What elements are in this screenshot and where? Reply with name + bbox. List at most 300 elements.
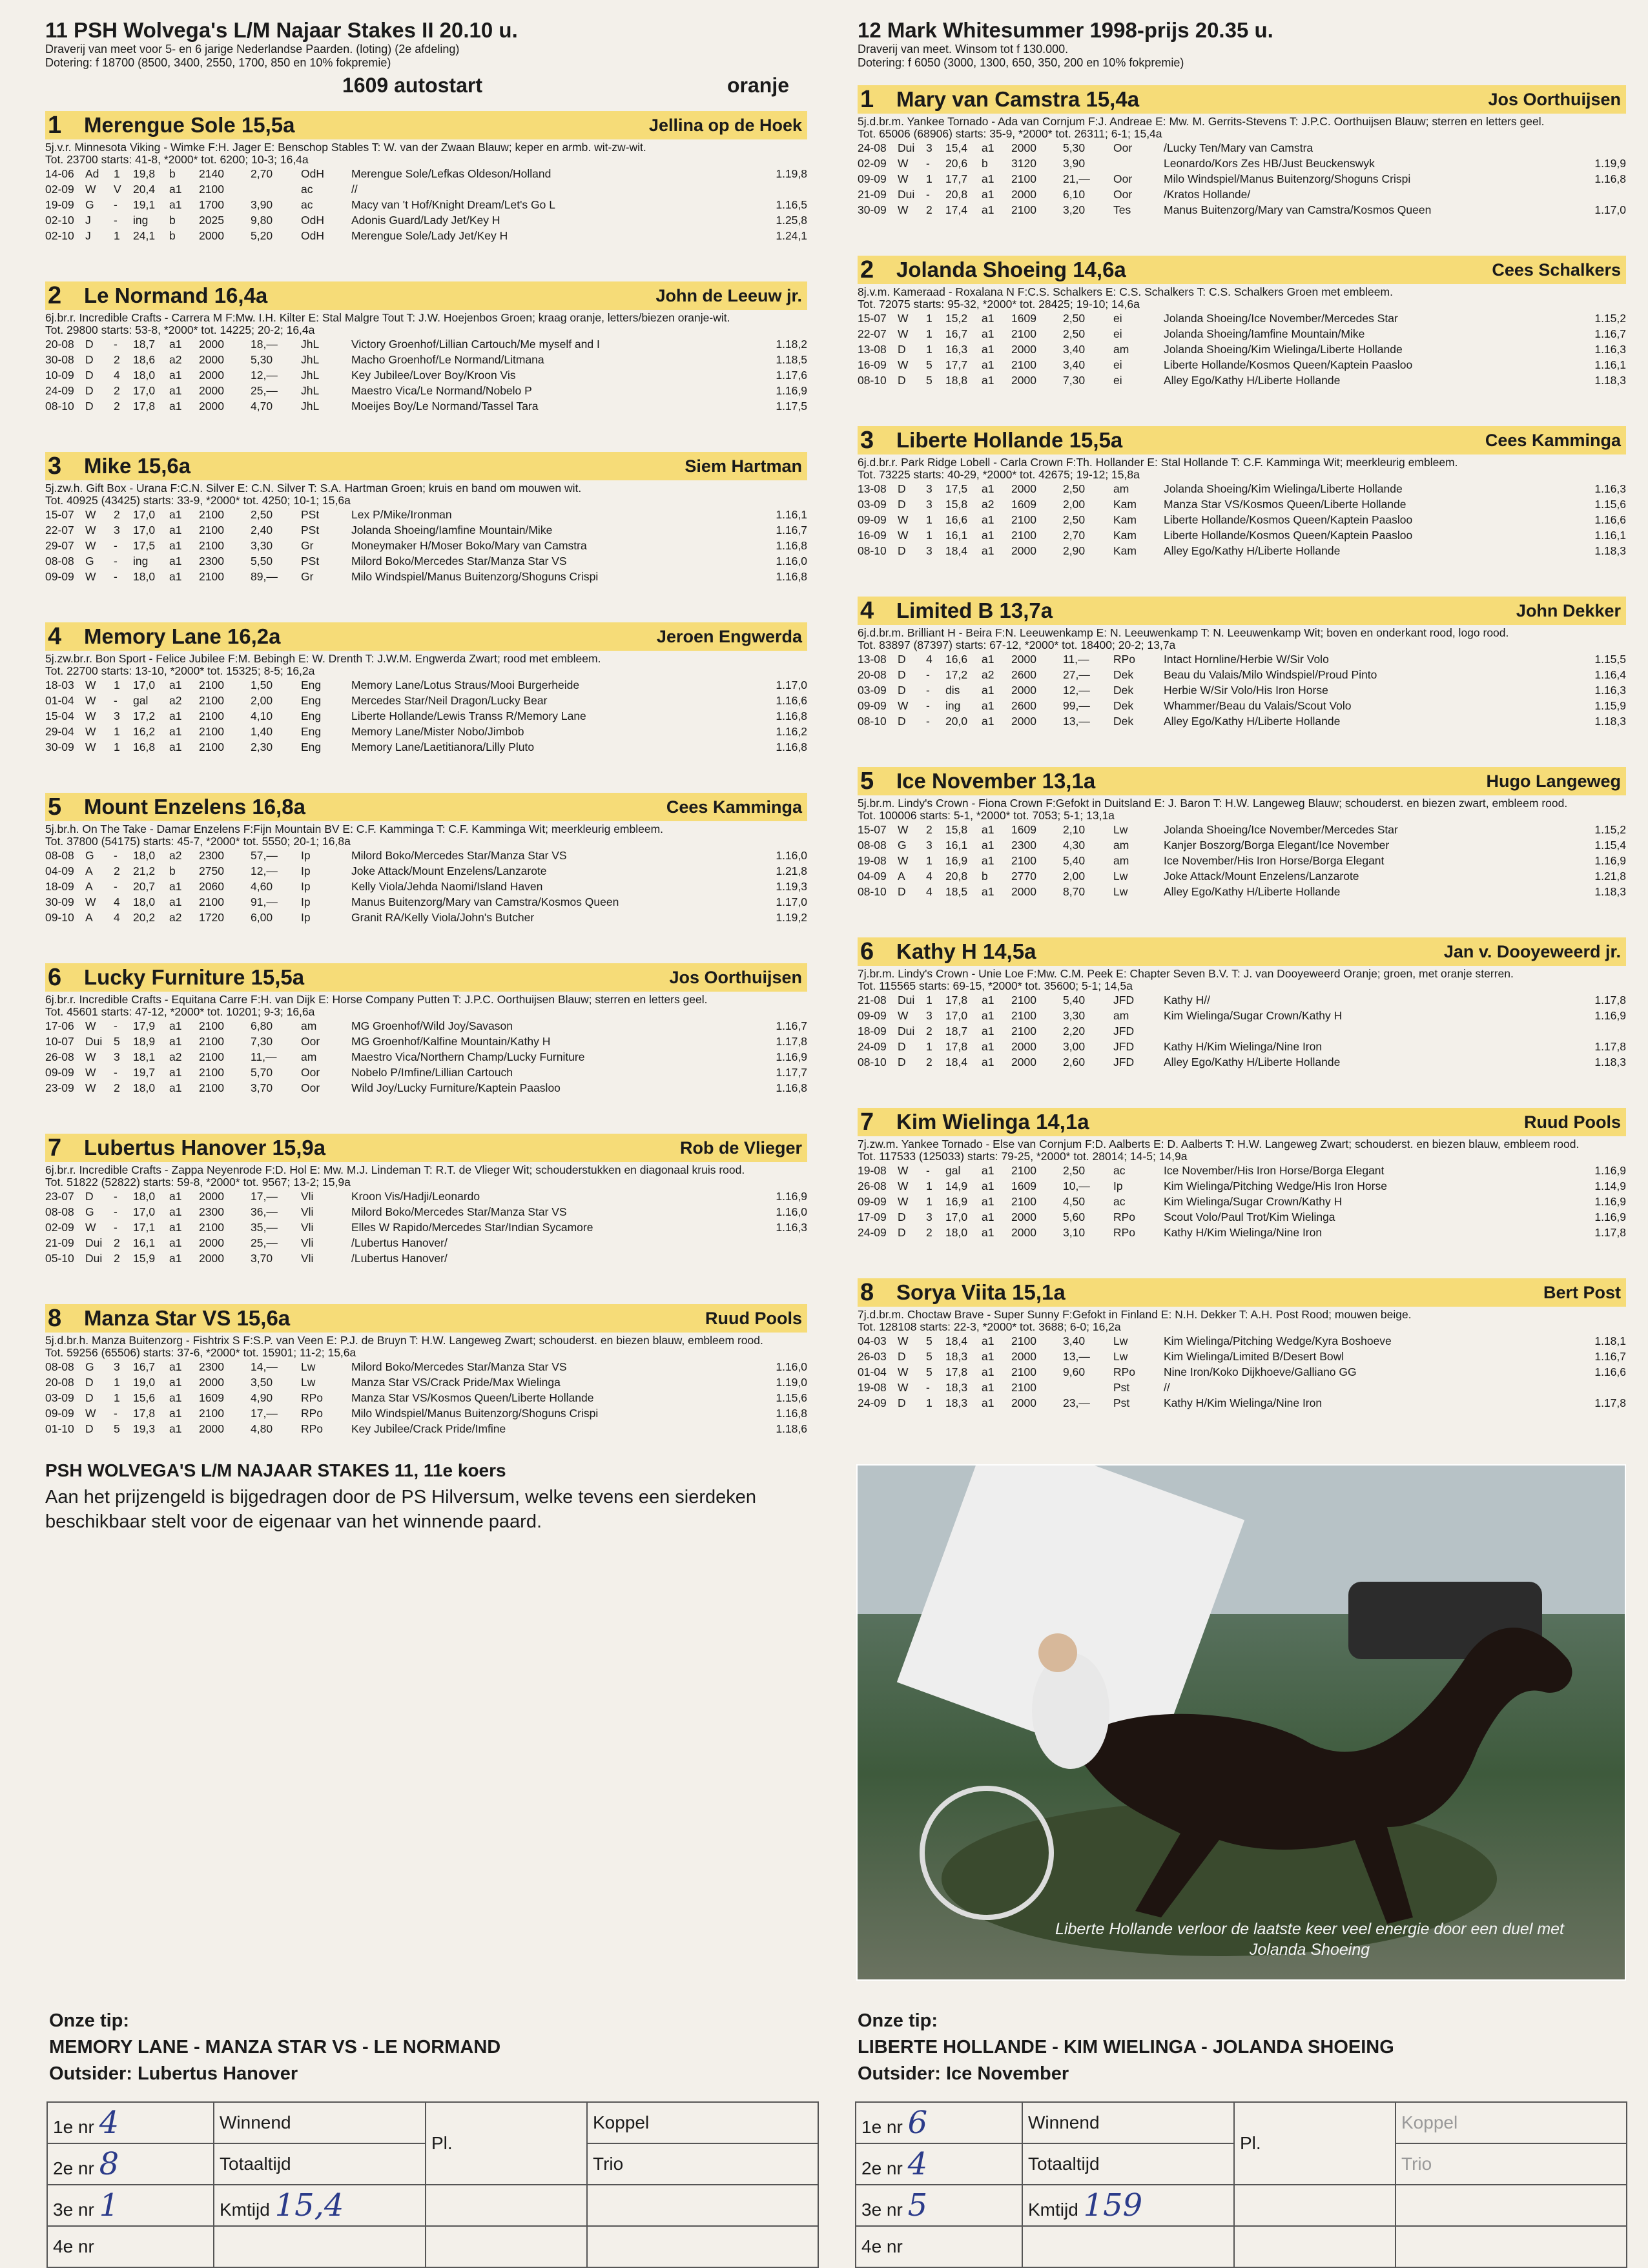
history-cell: 3,10 [1063,1226,1086,1239]
history-cell: 2100 [199,524,224,536]
race-history-row [45,1018,807,1034]
history-cell: Joke Attack/Mount Enzelens/Lanzarote [351,864,547,877]
race-history-row [45,522,807,538]
history-cell: a1 [982,1164,994,1177]
history-cell: D [898,544,906,557]
horse-name: Lubertus Hanover 15,9a [84,1136,326,1160]
history-cell: Dui [898,1025,915,1037]
race-history-row [45,693,807,708]
history-cell: 3 [926,482,932,495]
race-history-row [858,156,1626,171]
race-history-row [858,1023,1626,1039]
history-cell: 5 [114,1422,120,1435]
history-cell: D [898,343,906,356]
history-cell: RPo [301,1407,324,1420]
form-cell[interactable] [1234,2102,1396,2185]
horse-name: Manza Star VS 15,6a [84,1306,291,1330]
history-cell: Kathy H/Kim Wielinga/Nine Iron [1164,1396,1323,1409]
history-cell: 2300 [199,849,224,862]
history-cell: b [169,167,176,180]
history-cell: Liberte Hollande/Kosmos Queen/Kaptein Paasloo [1164,358,1413,371]
history-cell: 2,50 [1063,327,1086,340]
history-cell: 1.16,9 [776,384,807,397]
history-cell: 19-08 [858,1381,887,1394]
race-history-row [45,1189,807,1204]
history-cell: Jolanda Shoeing/Kim Wielinga/Liberte Hollande [1164,482,1403,495]
history-cell: RPo [1113,1211,1136,1223]
history-cell [1574,1023,1626,1039]
history-cell: 1.17,8 [776,1035,807,1048]
history-cell: 2100 [199,508,224,521]
history-cell: a1 [169,1360,182,1373]
history-cell: b [982,870,988,883]
race-history-row [45,1359,807,1374]
history-cell: 19,3 [133,1422,156,1435]
horse-totals: Tot. 40925 (43425) starts: 33-9, *2000* tot. 4250; 10-1; 15,6a [45,495,351,507]
form-cell[interactable] [47,2143,214,2185]
race-history-row [45,166,807,181]
history-cell: Kathy H/Kim Wielinga/Nine Iron [1164,1040,1323,1053]
history-cell: am [301,1050,317,1063]
form-cell[interactable] [1396,2226,1627,2267]
form-cell[interactable] [47,2226,214,2267]
form-cell[interactable] [214,2102,426,2143]
race-history-row [858,651,1626,667]
history-cell: 1.16,7 [1594,327,1626,340]
form-cell[interactable] [214,2143,426,2185]
history-cell: a1 [169,1236,182,1249]
horse-totals: Tot. 72075 starts: 95-32, *2000* tot. 28425; 19-10; 14,6a [858,298,1140,311]
history-cell: a2 [169,694,182,707]
history-cell: a1 [169,338,182,351]
horse-name: Kathy H 14,5a [896,939,1036,963]
horse-header [858,426,1626,455]
history-cell: W [898,203,909,216]
race-history-row [858,1349,1626,1364]
history-cell: W [898,854,909,867]
history-cell: Manza Star VS/Kosmos Queen/Liberte Hollande [1164,498,1406,511]
history-cell: Kam [1113,513,1137,526]
history-cell: ing [133,555,149,567]
form-cell[interactable] [587,2185,818,2226]
history-cell: 3 [926,141,932,154]
history-cell: 01-04 [858,1365,887,1378]
race-history-row [858,1364,1626,1380]
history-cell: 1.16,7 [776,524,807,536]
form-cell[interactable] [1022,2185,1234,2226]
horse-totals: Tot. 100006 starts: 5-1, *2000* tot. 7053; 5-1; 13,1a [858,810,1115,822]
history-cell: 2000 [199,1190,224,1203]
history-cell: Joke Attack/Mount Enzelens/Lanzarote [1164,870,1359,883]
race-history-row [858,202,1626,218]
horse-totals: Tot. 29800 starts: 53-8, *2000* tot. 14225; 20-2; 16,4a [45,324,315,336]
history-cell: 17,8 [945,1040,968,1053]
history-cell: W [85,741,96,753]
history-cell: 2140 [199,167,224,180]
history-cell: 3,40 [1063,343,1086,356]
history-cell: 1,40 [251,725,273,738]
form-cell[interactable] [214,2226,426,2267]
history-cell: b [169,864,176,877]
form-cell[interactable] [1234,2226,1396,2267]
form-cell[interactable] [856,2143,1022,2185]
history-cell: 2000 [1011,1211,1036,1223]
history-cell: b [169,214,176,227]
history-cell: 18,4 [945,544,968,557]
history-cell: 3 [926,498,932,511]
horse-entry [45,622,807,793]
form-cell[interactable] [1022,2143,1234,2185]
race-history-row [45,383,807,398]
history-cell: 2 [114,1252,120,1265]
history-cell: 20-08 [45,1376,74,1389]
history-cell: a1 [982,327,994,340]
history-cell: 1.16,8 [776,570,807,583]
history-cell: 2100 [1011,1365,1036,1378]
history-cell: - [114,1019,118,1032]
history-cell: 17,— [251,1190,278,1203]
history-cell: Liberte Hollande/Kosmos Queen/Kaptein Paasloo [1164,513,1413,526]
history-cell: 1 [926,343,932,356]
history-cell: 13-08 [858,653,887,666]
history-cell: 2,90 [1063,544,1086,557]
history-cell: 03-09 [858,498,887,511]
history-cell: Kam [1113,498,1137,511]
race-history [858,311,1626,388]
history-cell: gal [133,694,149,707]
history-cell: a1 [982,1350,994,1363]
history-cell: 1 [926,529,932,542]
history-cell: 3 [926,544,932,557]
history-cell: 1.24,1 [776,229,807,242]
race-history-row [858,667,1626,682]
form-cell[interactable] [1396,2185,1627,2226]
history-cell: 11,— [1063,653,1089,666]
history-cell: 19,0 [133,1376,156,1389]
history-cell: 5,60 [1063,1211,1086,1223]
history-cell: Nine Iron/Koko Dijkhoeve/Galliano GG [1164,1365,1357,1378]
horse-number: 3 [48,452,62,480]
history-cell: 25,— [251,384,278,397]
history-cell: 1.16,6 [1594,1365,1626,1378]
history-cell: 2,50 [1063,1164,1086,1177]
form-cell[interactable] [587,2143,818,2185]
history-cell: a1 [982,1180,994,1192]
history-cell: a1 [982,188,994,201]
history-cell: 1 [926,1180,932,1192]
history-cell: 5,50 [251,555,273,567]
history-cell: - [926,699,930,712]
horse-header [858,1278,1626,1307]
form-cell[interactable] [214,2185,426,2226]
history-cell: 1.16,8 [776,1081,807,1094]
history-cell: D [85,1422,94,1435]
horse-number: 6 [48,963,62,991]
history-cell: 1.16,9 [1594,1195,1626,1208]
history-cell: 15,9 [133,1252,156,1265]
history-cell: /Lubertus Hanover/ [351,1236,448,1249]
form-cell[interactable] [1022,2102,1234,2143]
history-cell: 17,1 [133,1221,156,1234]
history-cell: 2600 [1011,668,1036,681]
history-cell: 3,30 [251,539,273,552]
history-cell: - [114,570,118,583]
history-cell: 1.16,7 [1594,1350,1626,1363]
history-cell: 16,7 [133,1360,156,1373]
history-cell: 30-08 [45,353,74,366]
history-cell: 1.16,8 [776,1407,807,1420]
history-cell: Vli [301,1236,314,1249]
history-cell: 2100 [199,694,224,707]
history-cell: - [926,157,930,170]
history-cell: - [114,1221,118,1234]
horse-totals: Tot. 73225 starts: 40-29, *2000* tot. 42675; 19-12; 15,8a [858,469,1140,481]
history-cell: 3,70 [251,1252,273,1265]
form-cell[interactable] [1396,2143,1627,2185]
history-cell: 18,9 [133,1035,156,1048]
history-cell: a1 [982,1025,994,1037]
history-cell: 6,00 [251,911,273,924]
horse-header [858,767,1626,795]
history-cell: 3,50 [251,1376,273,1389]
race-photo [856,1464,1626,1981]
history-cell: G [85,1360,94,1373]
history-cell: 2 [926,823,932,836]
history-cell: 1 [114,167,120,180]
history-cell: 17,7 [945,358,968,371]
history-cell: 3,70 [251,1081,273,1094]
history-cell: 1.18,3 [1594,374,1626,387]
history-cell: 1.16,9 [1594,1009,1626,1022]
history-cell: 2100 [199,1066,224,1079]
history-cell: Dek [1113,699,1134,712]
race-history-row [858,1008,1626,1023]
history-cell: a1 [982,312,994,325]
history-cell: PSt [301,524,320,536]
history-cell: 17,5 [133,539,156,552]
race-history-row [45,1220,807,1235]
form-cell[interactable] [587,2102,818,2143]
history-cell: 08-08 [45,1205,74,1218]
history-cell: 1 [926,994,932,1006]
history-cell: W [898,172,909,185]
driver-name: John Dekker [1516,600,1621,620]
history-cell: 26-08 [858,1180,887,1192]
race-history-row [45,553,807,569]
history-cell: 20,2 [133,911,156,924]
history-cell: a1 [982,358,994,371]
horse-header [45,452,807,480]
history-cell: 7,30 [1063,374,1086,387]
horse-name: Mary van Camstra 15,4a [896,87,1140,111]
history-cell: 17,8 [133,400,156,413]
history-cell: 20,8 [945,870,968,883]
history-cell: 3 [114,1050,120,1063]
horse-name: Memory Lane 16,2a [84,624,281,648]
history-cell: Nobelo P/Imfine/Lillian Cartouch [351,1066,513,1079]
form-cell[interactable] [856,2226,1022,2267]
history-cell: 17,8 [133,1407,156,1420]
form-cell[interactable] [47,2185,214,2226]
handwritten-number: 4 [99,2105,119,2141]
history-cell: 15,2 [945,312,968,325]
history-cell: am [1113,1009,1129,1022]
race-history-row [858,326,1626,342]
history-cell: Jolanda Shoeing/Ice November/Mercedes Star [1164,823,1398,836]
history-cell: Ice November/His Iron Horse/Borga Elegant [1164,1164,1385,1177]
history-cell: a1 [169,741,182,753]
history-cell: Ip [301,880,311,893]
history-cell: 13-08 [858,482,887,495]
history-cell: 1.16,7 [776,1019,807,1032]
form-cell[interactable] [426,2102,587,2185]
history-cell: 2000 [199,229,224,242]
history-cell: a1 [982,1334,994,1347]
history-cell: ac [301,198,313,211]
history-cell: Eng [301,725,322,738]
history-cell [1574,140,1626,156]
history-cell: a1 [169,1081,182,1094]
horse-pedigree: 7j.br.m. Lindy's Crown - Unie Loe F:Mw. C.M. Peek E: Chapter Seven B.V. T: J. van Dooyeweerd Oranje; groen, met oranje sterren. [858,968,1514,980]
horse-header [45,111,807,139]
history-cell: 1.18,3 [1594,885,1626,898]
race-history-row [45,1390,807,1405]
form-label: Winnend [220,2112,291,2132]
tip-outsider: Outsider: Ice November [858,2063,1069,2084]
history-cell: 2,50 [1063,482,1086,495]
form-cell[interactable] [856,2185,1022,2226]
history-cell: 1.16,3 [1594,482,1626,495]
history-cell: 2770 [1011,870,1036,883]
driver-name: Jos Oorthuijsen [1488,89,1621,109]
form-cell[interactable] [47,2102,214,2143]
history-cell: 2100 [199,1050,224,1063]
history-cell: Lw [1113,870,1128,883]
form-cell[interactable] [587,2226,818,2267]
history-cell: Dek [1113,668,1134,681]
history-cell: 21-09 [45,1236,74,1249]
history-cell: A [85,864,93,877]
history-cell: a1 [169,895,182,908]
history-cell: Granit RA/Kelly Viola/John's Butcher [351,911,535,924]
history-cell: 02-09 [45,183,74,196]
history-cell: 2 [926,1056,932,1068]
history-cell: W [85,183,96,196]
form-cell[interactable] [1022,2226,1234,2267]
form-cell[interactable] [426,2185,587,2226]
horse-pedigree: 6j.br.r. Incredible Crafts - Zappa Neyenrode F:D. Hol E: Mw. M.J. Lindeman T: R.T. de Vlieger Wit; schouderstukken en diagonaal kruis rood. [45,1164,745,1176]
race-history-row [858,1209,1626,1225]
history-cell: a1 [982,513,994,526]
horse-entry [45,111,807,281]
history-cell: JFD [1113,1040,1135,1053]
race-history-row [858,1333,1626,1349]
history-cell: a1 [982,1195,994,1208]
form-label: Winnend [1028,2112,1100,2132]
history-cell: Key Jubilee/Lover Boy/Kroon Vis [351,369,516,382]
history-cell: 26-03 [858,1350,887,1363]
history-cell: 1.21,8 [1594,870,1626,883]
history-cell: 17,0 [133,679,156,691]
form-cell[interactable] [1396,2102,1627,2143]
history-cell: Maestro Vica/Le Normand/Nobelo P [351,384,532,397]
history-cell: 2000 [1011,544,1036,557]
history-cell: 30-09 [45,741,74,753]
history-cell: 1.16,1 [1594,358,1626,371]
history-cell: 2100 [1011,1009,1036,1022]
horse-header [45,963,807,992]
form-cell[interactable] [426,2226,587,2267]
history-cell: 08-10 [45,400,74,413]
form-cell[interactable] [856,2102,1022,2143]
history-cell: OdH [301,214,324,227]
history-cell: 18,3 [945,1381,968,1394]
history-cell: W [898,1334,909,1347]
race-history-row [858,481,1626,496]
history-cell: 2000 [199,1376,224,1389]
race-history-row [45,1374,807,1390]
history-cell: 18,3 [945,1396,968,1409]
history-cell: 3 [926,1211,932,1223]
race-history-row [45,1204,807,1220]
horse-pedigree: 6j.d.br.r. Park Ridge Lobell - Carla Crown F:Th. Hollander E: Stal Hollande T: C.F. Kamminga Wit; meerkleurig embleem. [858,456,1458,469]
history-cell: 12,— [251,864,278,877]
history-cell: 2000 [1011,374,1036,387]
history-cell: 1.18,3 [1594,544,1626,557]
history-cell: 5 [926,1350,932,1363]
history-cell: 5,70 [251,1066,273,1079]
race-history-row [858,1039,1626,1054]
history-cell: 2000 [199,400,224,413]
history-cell: a1 [169,710,182,722]
history-cell: Kim Wielinga/Limited B/Desert Bowl [1164,1350,1344,1363]
history-cell: RPo [1113,1365,1136,1378]
history-cell: a1 [169,539,182,552]
history-cell: am [1113,854,1129,867]
history-cell [756,1251,807,1266]
history-cell: 1 [114,1376,120,1389]
handwritten-number: 1 [99,2187,119,2223]
history-cell: a1 [169,1252,182,1265]
history-cell: a1 [982,699,994,712]
history-cell: 1 [114,229,120,242]
horse-name: Mount Enzelens 16,8a [84,795,305,819]
history-cell: 1.19,9 [1594,157,1626,170]
history-cell: D [898,1056,906,1068]
handwritten-number: 4 [907,2146,928,2182]
race-history-row [858,527,1626,543]
history-cell: A [85,880,93,893]
race-conditions: Draverij van meet. Winsom tot f 130.000. [858,43,1069,56]
history-cell: RPo [1113,653,1136,666]
form-cell[interactable] [1234,2185,1396,2226]
history-cell: Dui [85,1236,103,1249]
history-cell: 17,0 [133,384,156,397]
race-history-row [858,1054,1626,1070]
horse-pedigree: 5j.d.br.m. Yankee Tornado - Ada van Cornjum F:J. Andreae E: Mw. M. Gerrits-Stevens T: J.P.C. Oorthuijsen Blauw; sterren en letters geel. [858,116,1545,128]
horse-totals: Tot. 45601 starts: 47-12, *2000* tot. 10201; 9-3; 16,6a [45,1006,315,1018]
race-history-row [858,171,1626,187]
history-cell: Lw [1113,1334,1128,1347]
horse-entry [858,1278,1626,1449]
history-cell: Eng [301,679,322,691]
history-cell: 2300 [199,1205,224,1218]
history-cell: W [898,1009,909,1022]
history-cell: 4,60 [251,880,273,893]
history-cell: Milord Boko/Mercedes Star/Manza Star VS [351,1205,567,1218]
history-cell: W [898,312,909,325]
history-cell: a1 [982,343,994,356]
